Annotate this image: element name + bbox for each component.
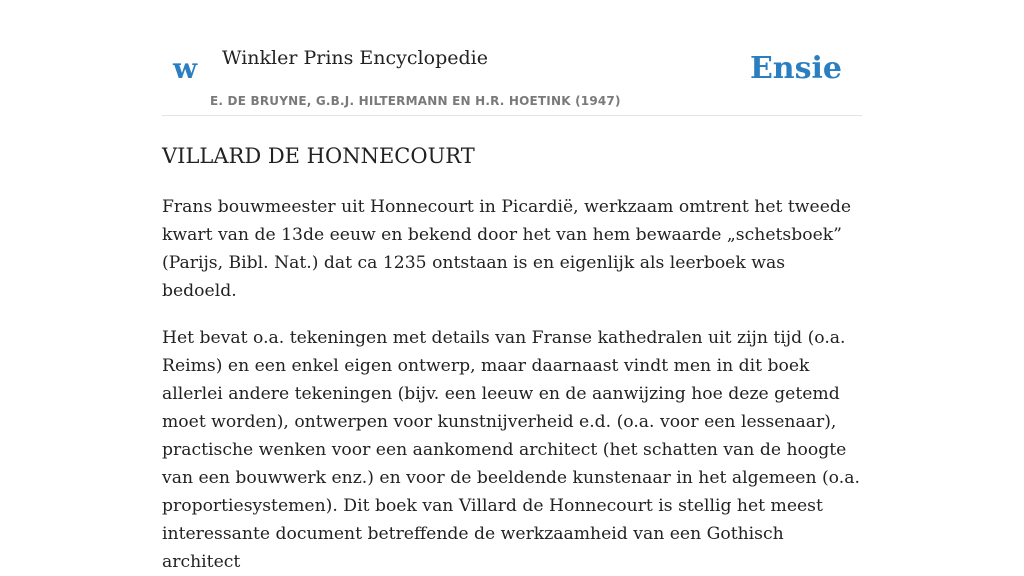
source-title[interactable]: Winkler Prins Encyclopedie xyxy=(222,47,488,69)
winkler-prins-logo[interactable]: w xyxy=(173,52,198,85)
article-paragraph: Het bevat o.a. tekeningen met details van Franse kathedralen uit zijn tijd (o.a. Reims) en een enkel eigen ontwerp, maar daarnaast vindt men in dit boek allerlei andere tekeningen (bijv. een leeuw en de aanwijzing hoe deze getemd moet worden), ontwerpen voor kunstnijverheid e.d. (o.a. voor een lessenaar), practische wenken voor een aankomend architect (het schatten van de hoogte van een bouwwerk enz.) en voor de beeldende kunstenaar in het algemeen (o.a. proportiesystemen). Dit boek van Villard de Honnecourt is stellig het meest interessante document betreffende de werkzaamheid van een Gothisch architect xyxy=(162,328,860,572)
source-authors: E. DE BRUYNE, G.B.J. HILTERMANN EN H.R. HOETINK (1947) xyxy=(210,94,621,108)
ensie-logo[interactable]: Ensie xyxy=(749,51,842,86)
article-paragraph: Frans bouwmeester uit Honnecourt in Picardië, werkzaam omtrent het tweede kwart van de 13de eeuw en bekend door het van hem bewaarde „schetsboek” (Parijs, Bibl. Nat.) dat ca 1235 ontstaan is en eigenlijk als leerboek was bedoeld. xyxy=(162,197,852,301)
article-page xyxy=(162,0,862,572)
source-header xyxy=(162,0,862,116)
article-title: VILLARD DE HONNECOURT xyxy=(162,144,475,168)
